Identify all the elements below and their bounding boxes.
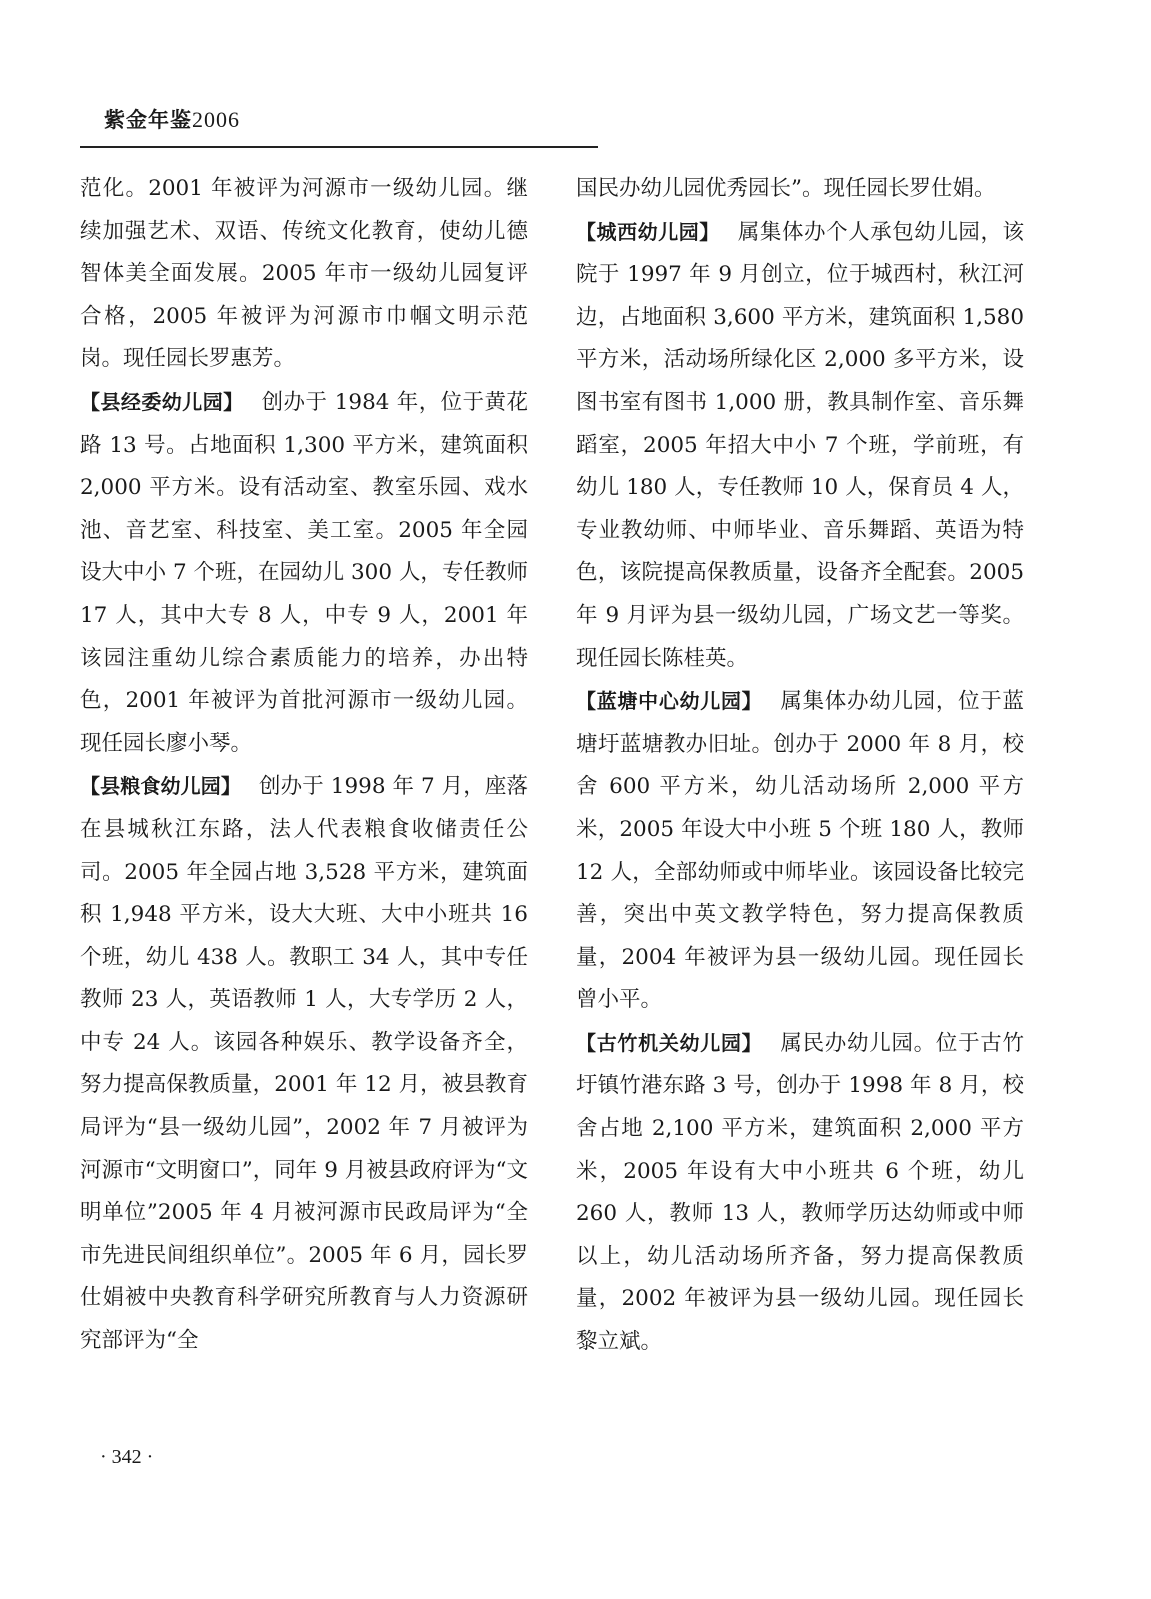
entry-title: 【县经委幼儿园】 (80, 389, 244, 414)
entry-paragraph (80, 765, 528, 1362)
entry-text: 属民办幼儿园。位于古竹圩镇竹港东路 3 号，创办于 1998 年 8 月，校舍占地 2,100 平方米，建筑面积 2,000 平方米，2005 年设有大中小班共 6 个班，幼儿 260 人，教师 13 人，教师学历达幼师或中师以上，幼儿活动场所齐备，努力提高保教质量，2002 年被评为县一级幼儿园。现任园长黎立斌。 (576, 1030, 1024, 1355)
entry-text: 创办于 1984 年，位于黄花路 13 号。占地面积 1,300 平方米，建筑面积 2,000 平方米。设有活动室、教室乐园、戏水池、音艺室、科技室、美工室。2005 年全园设大中小 7 个班，在园幼儿 300 人，专任教师 17 人，其中大专 8 人，中专 9 人，2001 年该园注重幼儿综合素质能力的培养，办出特色，2001 年被评为首批河源市一级幼儿园。现任园长廖小琴。 (80, 389, 528, 756)
book-year: 2006 (192, 107, 240, 132)
entry-text: 属集体办幼儿园，位于蓝塘圩蓝塘教办旧址。创办于 2000 年 8 月，校舍 600 平方米，幼儿活动场所 2,000 平方米，2005 年设大中小班 5 个班 180 人，教师 12 人，全部幼师或中师毕业。该园设备比较完善，突出中英文教学特色，努力提高保教质量，2004 年被评为县一级幼儿园。现任园长曾小平。 (576, 689, 1024, 1013)
page-number: · 342 · (100, 1446, 154, 1468)
entry-text: 属集体办个人承包幼儿园，该院于 1997 年 9 月创立，位于城西村，秋江河边，占地面积 3,600 平方米，建筑面积 1,580 平方米，活动场所绿化区 2,000 多平方米，设图书室有图书 1,000 册，教具制作室、音乐舞蹈室，2005 年招大中小 7 个班，学前班，有幼儿 180 人，专任教师 10 人，保育员 4 人，专业教幼师、中师毕业、音乐舞蹈、英语为特色，该院提高保教质量，设备齐全配套。2005 年 9 月评为县一级幼儿园，广场文艺一等奖。现任园长陈桂英。 (576, 219, 1024, 671)
entry-paragraph (80, 381, 528, 765)
entry-paragraph (576, 211, 1024, 681)
entry-title: 【城西幼儿园】 (576, 219, 720, 244)
left-column (80, 168, 528, 1363)
right-column (576, 168, 1024, 1364)
entry-paragraph (576, 1022, 1024, 1364)
book-title: 紫金年鉴 (104, 108, 192, 132)
entry-title: 【古竹机关幼儿园】 (576, 1030, 763, 1055)
entry-title: 【县粮食幼儿园】 (80, 774, 241, 799)
entry-title: 【蓝塘中心幼儿园】 (576, 689, 763, 714)
continued-paragraph: 国民办幼儿园优秀园长”。现任园长罗仕娟。 (576, 176, 996, 201)
entry-text: 创办于 1998 年 7 月，座落在县城秋江东路，法人代表粮食收储责任公司。2005 年全园占地 3,528 平方米，建筑面积 1,948 平方米，设大大班、大中小班共 16 个班，幼儿 438 人。教职工 34 人，其中专任教师 23 人，英语教师 1 人，大专学历 2 人，中专 24 人。该园各种娱乐、教学设备齐全，努力提高保教质量，2001 年 12 月，被县教育局评为“县一级幼儿园”，2002 年 7 月被评为河源市“文明窗口”，同年 9 月被县政府评为“文明单位”2005 年 4 月被河源市民政局评为“全市先进民间组织单位”。2005 年 6 月，园长罗仕娟被中央教育科学研究所教育与人力资源研究部评为“全 (80, 774, 529, 1354)
entry-paragraph (576, 680, 1024, 1022)
continued-paragraph: 范化。2001 年被评为河源市一级幼儿园。继续加强艺术、双语、传统文化教育，使幼儿德智体美全面发展。2005 年市一级幼儿园复评合格，2005 年被评为河源市巾帼文明示范岗。现任园长罗惠芳。 (80, 176, 528, 372)
header-rule (80, 146, 598, 148)
running-header (104, 104, 240, 134)
